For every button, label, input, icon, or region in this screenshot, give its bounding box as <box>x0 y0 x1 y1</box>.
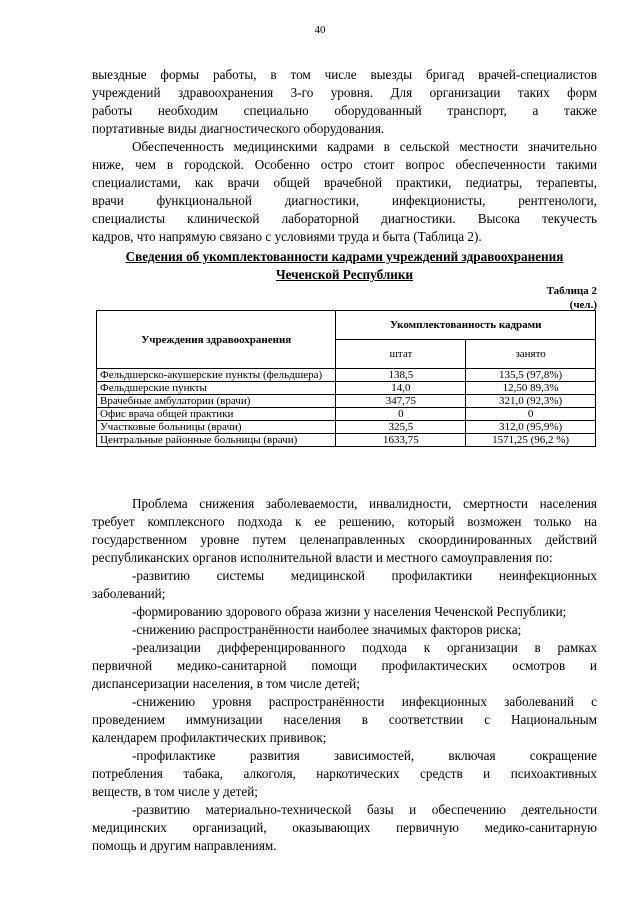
cell-institution: Офис врача общей практики <box>97 408 336 421</box>
text-line: портативные виды диагностического оборудования. <box>92 121 385 136</box>
text-line: учреждений здравоохранения 3-го уровня. Для организации таких форм <box>92 85 597 100</box>
table-heading-line-1: Сведения об укомплектованности кадрами учреждений здравоохранения <box>125 249 564 264</box>
text-line: -профилактике развития зависимостей, включая сокращение <box>132 748 597 763</box>
text-line: государственном уровне путем целенаправленных скоординированных действий <box>92 532 597 547</box>
text-line: -развитию материально-технической базы и обеспечению деятельности <box>132 802 597 817</box>
text-line: заболеваний; <box>92 586 166 601</box>
header-zanyato: занято <box>466 340 596 369</box>
text-line: ниже, чем в городской. Особенно остро стоит вопрос обеспеченности такими <box>92 157 597 172</box>
table-row <box>97 408 596 421</box>
list-item <box>92 747 597 801</box>
text-line: медицинских организаций, оказывающих первичную медико-санитарную <box>92 820 597 835</box>
text-line: требует комплексного подхода к ее решению, который возможен только на <box>92 514 597 529</box>
cell-zanyato: 135,5 (97,8%) <box>466 369 596 382</box>
table-label: Таблица 2 <box>546 285 597 297</box>
text-line: -развитию системы медицинской профилактики неинфекционных <box>132 568 597 583</box>
cell-institution: Фельдшерские пункты <box>97 382 336 395</box>
cell-institution: Фельдшерско-акушерские пункты (фельдшера) <box>97 369 336 382</box>
text-line: Проблема снижения заболеваемости, инвалидности, смертности населения <box>132 496 597 511</box>
cell-zanyato: 12,50 89,3% <box>466 382 596 395</box>
cell-shtat: 138,5 <box>336 369 466 382</box>
text-line: выездные формы работы, в том числе выезды бригад врачей-специалистов <box>92 67 597 82</box>
text-line: специалистами, как врачи общей врачебной практики, педиатры, терапевты, <box>92 175 597 190</box>
cell-institution: Участковые больницы (врачи) <box>97 421 336 434</box>
text-line: работы необходим специально оборудованный транспорт, а также <box>92 103 597 118</box>
table-heading-line-2: Чеченской Республики <box>275 267 414 282</box>
paragraph-3 <box>92 495 597 567</box>
cell-shtat: 347,75 <box>336 395 466 408</box>
cell-shtat: 0 <box>336 408 466 421</box>
paragraph-1 <box>92 66 597 138</box>
text-line: потребления табака, алкоголя, наркотических средств и психоактивных <box>92 766 597 781</box>
text-line: календарем профилактических прививок; <box>92 730 327 745</box>
text-line: врачи функциональной диагностики, инфекционисты, рентгенологи, <box>92 193 597 208</box>
paragraph-2 <box>92 138 597 246</box>
list-item <box>92 621 597 639</box>
text-line: кадров, что напрямую связано с условиями труда и быта (Таблица 2). <box>92 229 482 244</box>
table-heading <box>92 248 597 284</box>
table-row <box>97 395 596 408</box>
cell-zanyato: 312,0 (95,9%) <box>466 421 596 434</box>
table-row <box>97 382 596 395</box>
text-line: первичной медико-санитарной помощи профилактических осмотров и <box>92 658 597 673</box>
text-line: -реализации дифференцированного подхода к организации в рамках <box>132 640 597 655</box>
cell-zanyato: 0 <box>466 408 596 421</box>
table-unit: (чел.) <box>569 299 597 311</box>
text-line: -снижению уровня распространённости инфекционных заболеваний с <box>132 694 597 709</box>
cell-zanyato: 1571,25 (96,2 %) <box>466 434 596 447</box>
text-line: -снижению распространённости наиболее значимых факторов риска; <box>132 622 522 637</box>
text-line: специалисты клинической лабораторной диагностики. Высока текучесть <box>92 211 597 226</box>
cell-shtat: 14,0 <box>336 382 466 395</box>
text-line: проведением иммунизации населения в соответствии с Национальным <box>92 712 597 727</box>
header-staffing: Укомплектованность кадрами <box>336 311 596 340</box>
cell-zanyato: 321,0 (92,3%) <box>466 395 596 408</box>
page-number: 40 <box>314 24 326 36</box>
cell-institution: Врачебные амбулатории (врачи) <box>97 395 336 408</box>
table-row <box>97 369 596 382</box>
text-line: республиканских органов исполнительной власти и местного самоуправления по: <box>92 550 553 565</box>
header-institution: Учреждения здравоохранения <box>97 311 336 369</box>
text-line: диспансеризации населения, в том числе детей; <box>92 676 360 691</box>
list-item <box>92 603 597 621</box>
table-row <box>97 434 596 447</box>
text-line: веществ, в том числе у детей; <box>92 784 258 799</box>
staffing-table <box>96 310 596 447</box>
cell-shtat: 325,5 <box>336 421 466 434</box>
list-item <box>92 639 597 693</box>
cell-shtat: 1633,75 <box>336 434 466 447</box>
header-shtat: штат <box>336 340 466 369</box>
table-row <box>97 421 596 434</box>
list-item <box>92 567 597 603</box>
text-line: Обеспеченность медицинскими кадрами в сельской местности значительно <box>132 139 597 154</box>
text-line: -формированию здорового образа жизни у населения Чеченской Республики; <box>132 604 567 619</box>
cell-institution: Центральные районные больницы (врачи) <box>97 434 336 447</box>
table-caption <box>547 284 597 312</box>
text-line: помощь и другим направлениям. <box>92 838 277 853</box>
list-item <box>92 693 597 747</box>
list-item <box>92 801 597 855</box>
